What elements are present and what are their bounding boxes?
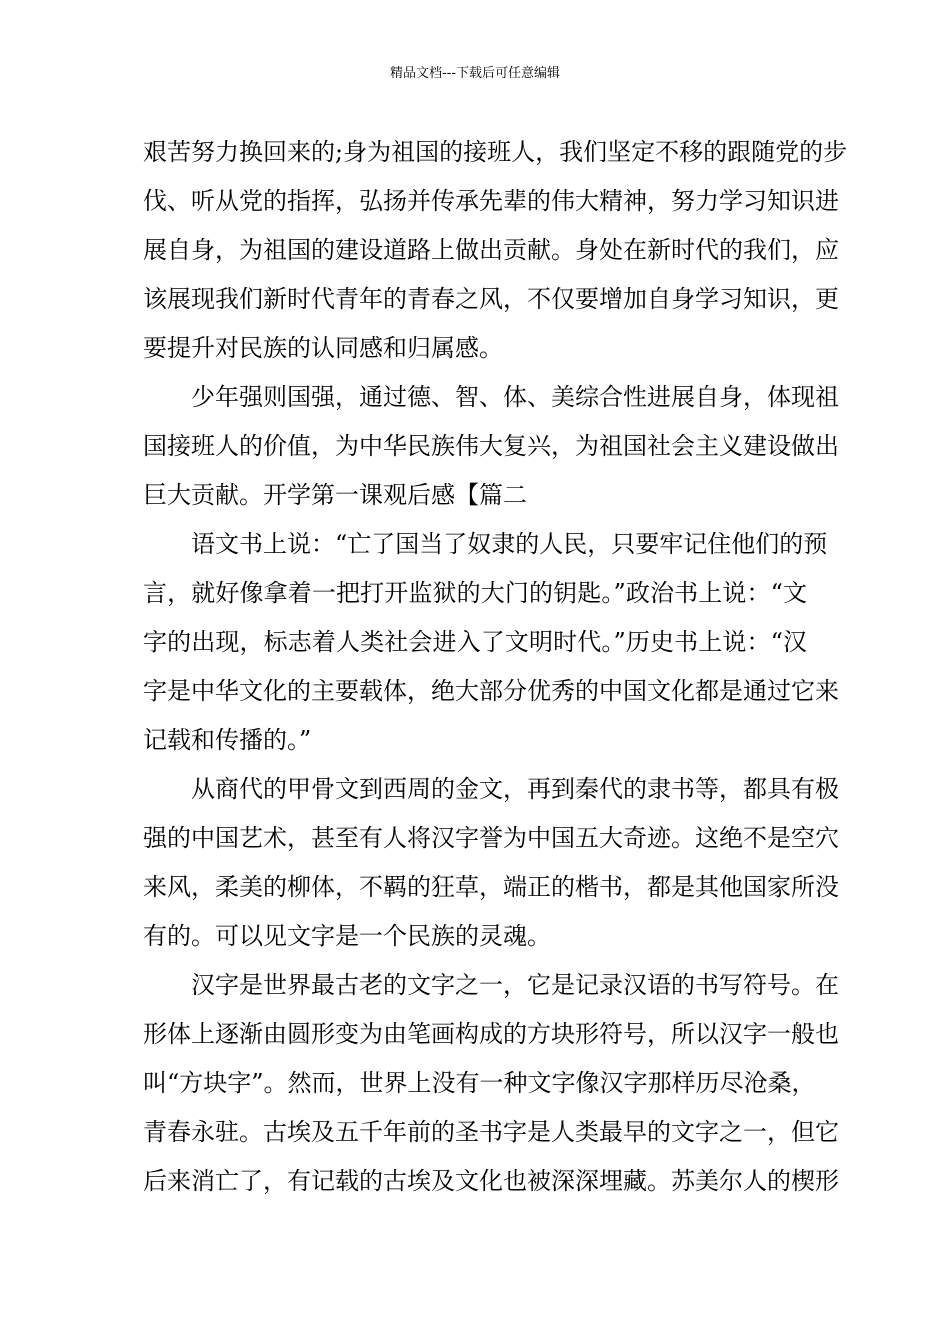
text-line: 字是中华文化的主要载体，绝大部分优秀的中国文化都是通过它来 — [143, 677, 839, 705]
text-line: 从商代的甲骨文到西周的金文，再到秦代的隶书等，都具有极 — [191, 775, 839, 803]
text-line: 艰苦努力换回来的;身为祖国的接班人，我们坚定不移的跟随党的步 — [143, 138, 848, 166]
text-line: 来风，柔美的柳体，不羁的狂草，端正的楷书，都是其他国家所没 — [143, 873, 839, 901]
text-line: 后来消亡了，有记载的古埃及文化也被深深埋藏。苏美尔人的楔形 — [143, 1167, 839, 1195]
text-line: 少年强则国强，通过德、智、体、美综合性进展自身，体现祖 — [191, 383, 839, 411]
text-line: 形体上逐渐由圆形变为由笔画构成的方块形符号，所以汉字一般也 — [143, 1020, 839, 1048]
paragraph-2 — [143, 373, 839, 520]
text-line: 伐、听从党的指挥，弘扬并传承先辈的伟大精神，努力学习知识进 — [143, 187, 839, 215]
text-line: 该展现我们新时代青年的青春之风，不仅要增加自身学习知识，更 — [143, 285, 839, 313]
paragraph-3 — [143, 520, 839, 765]
text-line: 有的。可以见文字是一个民族的灵魂。 — [143, 922, 551, 950]
text-line: 国接班人的价值，为中华民族伟大复兴，为祖国社会主义建设做出 — [143, 432, 839, 460]
page-header: 精品文档---下载后可任意编辑 — [389, 66, 561, 81]
paragraph-1 — [143, 128, 848, 373]
paragraph-5 — [143, 961, 839, 1206]
text-line: 展自身，为祖国的建设道路上做出贡献。身处在新时代的我们，应 — [143, 236, 839, 264]
text-line: 巨大贡献。开学第一课观后感【篇二 — [143, 481, 527, 509]
text-line: 要提升对民族的认同感和归属感。 — [143, 334, 503, 362]
text-line: 叫“方块字”。然而，世界上没有一种文字像汉字那样历尽沧桑， — [143, 1069, 816, 1097]
paragraph-4 — [143, 765, 839, 961]
document-body — [143, 128, 848, 1206]
text-line: 汉字是世界最古老的文字之一，它是记录汉语的书写符号。在 — [191, 971, 839, 999]
text-line: 记载和传播的。” — [143, 726, 312, 754]
text-line: 语文书上说：“亡了国当了奴隶的人民，只要牢记住他们的预 — [191, 530, 828, 558]
text-line: 言，就好像拿着一把打开监狱的大门的钥匙。”政治书上说：“文 — [143, 579, 807, 607]
text-line: 字的出现，标志着人类社会进入了文明时代。”历史书上说：“汉 — [143, 628, 807, 656]
text-line: 青春永驻。古埃及五千年前的圣书字是人类最早的文字之一，但它 — [143, 1118, 839, 1146]
text-line: 强的中国艺术，甚至有人将汉字誉为中国五大奇迹。这绝不是空穴 — [143, 824, 839, 852]
